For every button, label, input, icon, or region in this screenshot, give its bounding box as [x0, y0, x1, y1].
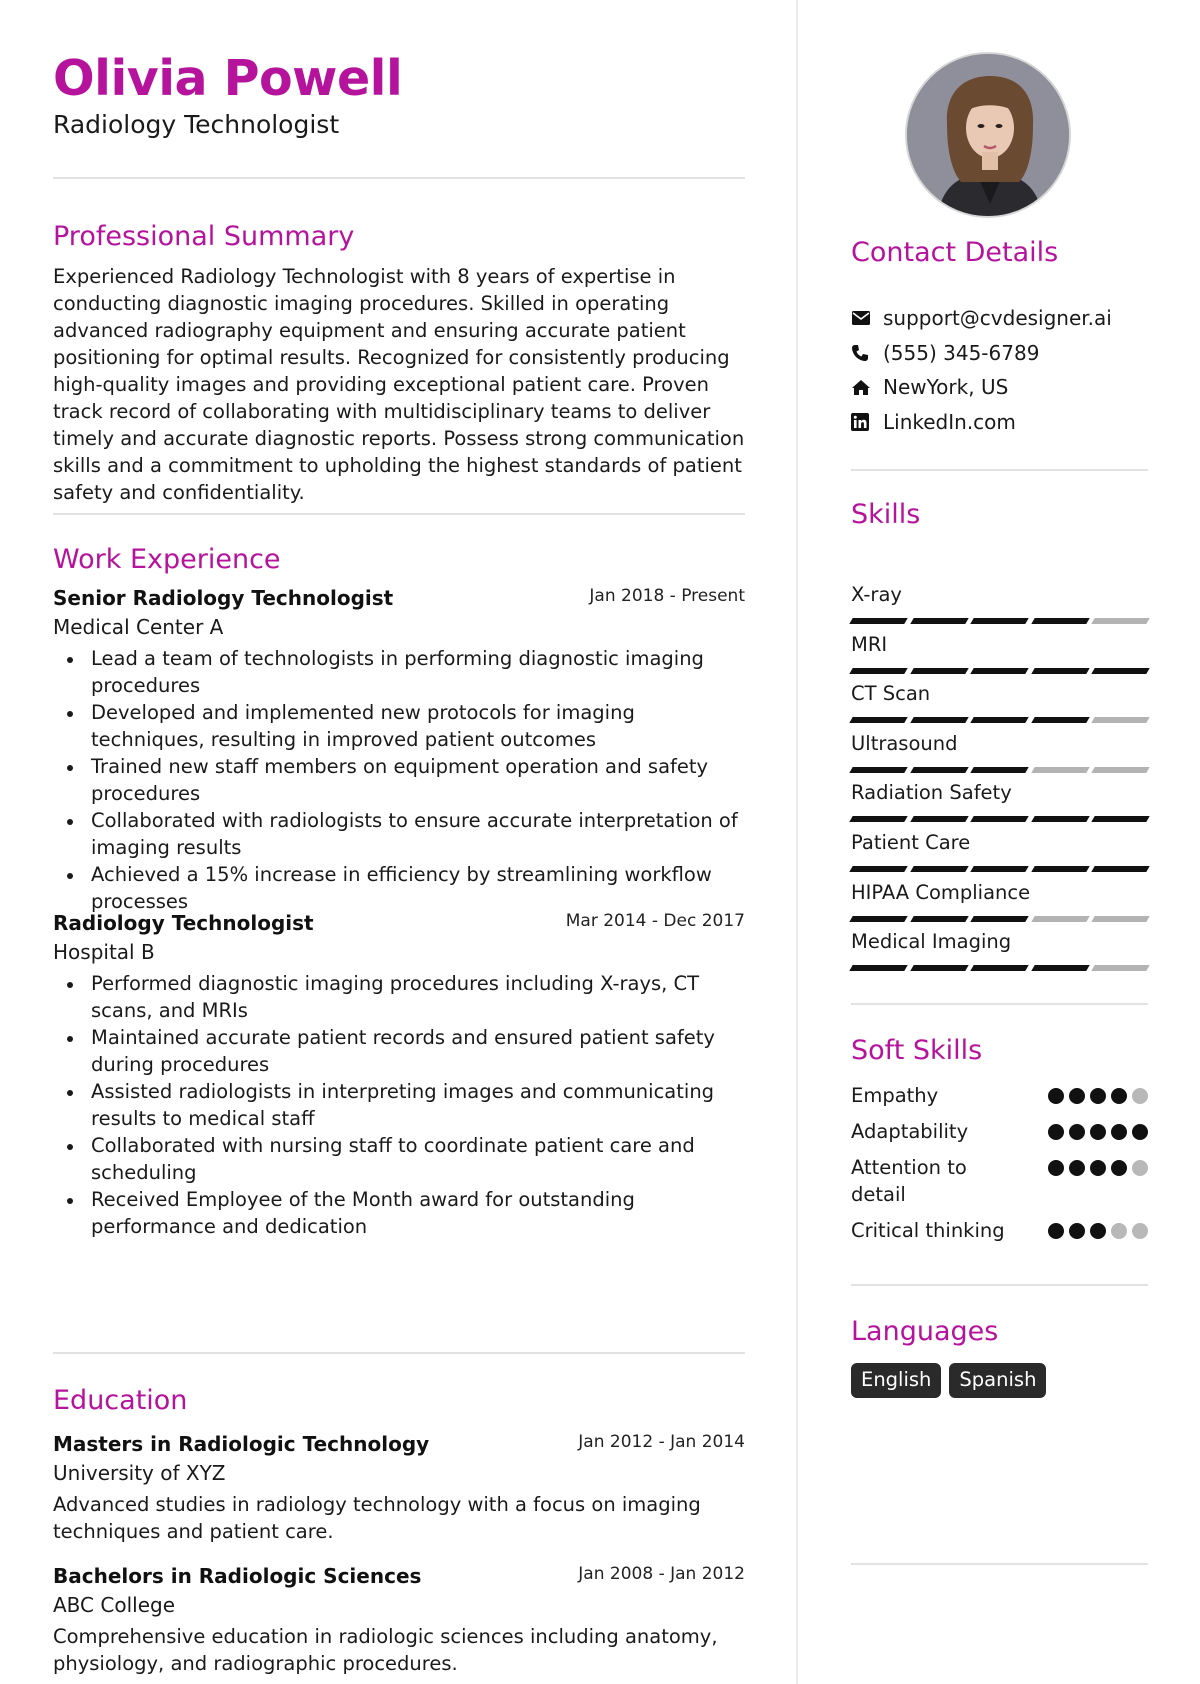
- rating-dot: [1048, 1160, 1064, 1176]
- candidate-role: Radiology Technologist: [53, 110, 340, 139]
- soft-skill-item: [851, 1118, 1148, 1145]
- skill-name: MRI: [851, 632, 888, 656]
- skill-bar-segment: [849, 916, 907, 922]
- column-divider: [796, 0, 798, 1684]
- rating-dot: [1111, 1088, 1127, 1104]
- skill-name: Radiation Safety: [851, 781, 1012, 805]
- home-icon: [851, 375, 883, 399]
- skill-bar-segment: [849, 965, 907, 971]
- avatar: [905, 52, 1071, 218]
- skill-bar: [851, 965, 1148, 971]
- soft-skill-name: Critical thinking: [851, 1219, 1005, 1242]
- soft-skill-rating: [1048, 1223, 1148, 1239]
- skill-bar-segment: [910, 618, 968, 624]
- skill-bar-segment: [849, 717, 907, 723]
- job-entry: [53, 911, 745, 1240]
- skill-bar-segment: [1031, 717, 1089, 723]
- skill-bar-segment: [910, 668, 968, 674]
- bullet-item: Maintained accurate patient records and ensured patient safety during procedures: [53, 1024, 745, 1078]
- summary-text: Experienced Radiology Technologist with 8 years of expertise in conducting diagnostic imaging procedures. Skilled in operating advanced radiography equipment and ensuring accurate patient positioning for optimal results. Recognized for consistently producing high-quality images and providing exceptional patient care. Proven track record of collaborating with multidisciplinary teams to deliver timely and accurate diagnostic reports. Possess strong communication skills and a commitment to upholding the highest standards of patient safety and confidentiality.: [53, 265, 745, 504]
- skill-bar-segment: [910, 717, 968, 723]
- skill-name: Patient Care: [851, 830, 971, 854]
- contact-phone[interactable]: [851, 341, 1148, 376]
- skill-bar: [851, 717, 1148, 723]
- skill-bar-segment: [910, 816, 968, 822]
- rating-dot: [1048, 1223, 1064, 1239]
- job-date: Jan 2018 - Present: [589, 586, 745, 606]
- education-entry: [53, 1564, 745, 1677]
- skill-bar-segment: [1031, 618, 1089, 624]
- rating-dot: [1069, 1223, 1085, 1239]
- contact-linkedin[interactable]: [851, 410, 1148, 445]
- language-tag: Spanish: [949, 1363, 1046, 1398]
- skill-bar-segment: [1092, 767, 1150, 773]
- skill-bar-segment: [1031, 767, 1089, 773]
- divider: [851, 1563, 1148, 1565]
- bullet-item: Developed and implemented new protocols for imaging techniques, resulting in improved patient outcomes: [53, 699, 745, 753]
- skill-name: HIPAA Compliance: [851, 880, 1031, 904]
- envelope-icon: [851, 306, 883, 330]
- skill-bar-segment: [1031, 816, 1089, 822]
- bullet-item: Collaborated with radiologists to ensure accurate interpretation of imaging results: [53, 807, 745, 861]
- education-entry: [53, 1432, 745, 1545]
- job-bullets: [53, 970, 745, 1240]
- contact-linkedin-text: LinkedIn.com: [883, 409, 1016, 434]
- skill-bar-segment: [1092, 717, 1150, 723]
- soft-skill-name: Adaptability: [851, 1120, 969, 1143]
- skills-title: Skills: [851, 499, 921, 530]
- candidate-name: Olivia Powell: [53, 50, 403, 107]
- skill-bar-segment: [849, 866, 907, 872]
- soft-skill-rating: [1048, 1124, 1148, 1140]
- skill-bar-segment: [1092, 816, 1150, 822]
- rating-dot: [1090, 1160, 1106, 1176]
- rating-dot: [1090, 1088, 1106, 1104]
- skill-bar-segment: [970, 916, 1028, 922]
- skill-bar-segment: [970, 866, 1028, 872]
- soft-skills-list: [851, 1082, 1148, 1253]
- contact-list: [851, 306, 1148, 444]
- skill-bar-segment: [970, 816, 1028, 822]
- language-tag: English: [851, 1363, 941, 1398]
- skill-bar: [851, 866, 1148, 872]
- skill-bar-segment: [849, 668, 907, 674]
- contact-location-text: NewYork, US: [883, 375, 1009, 399]
- skill-name: X-ray: [851, 583, 902, 606]
- experience-title: Work Experience: [53, 544, 281, 575]
- skill-bar-segment: [910, 866, 968, 872]
- education-date: Jan 2008 - Jan 2012: [578, 1564, 745, 1584]
- rating-dot: [1111, 1124, 1127, 1140]
- degree-title: Bachelors in Radiologic Sciences: [53, 1564, 422, 1588]
- rating-dot: [1069, 1124, 1085, 1140]
- skill-bar-segment: [1031, 668, 1089, 674]
- skill-bar-segment: [910, 767, 968, 773]
- bullet-item: Performed diagnostic imaging procedures including X-rays, CT scans, and MRIs: [53, 970, 745, 1024]
- divider: [53, 177, 745, 179]
- bullet-item: Lead a team of technologists in performing diagnostic imaging procedures: [53, 645, 745, 699]
- skill-bar-segment: [970, 618, 1028, 624]
- skill-item: [851, 682, 1148, 732]
- bullet-item: Achieved a 15% increase in efficiency by streamlining workflow processes: [53, 861, 745, 915]
- contact-email-text: support@cvdesigner.ai: [883, 306, 1112, 330]
- skill-item: [851, 881, 1148, 931]
- job-org: Hospital B: [53, 940, 155, 964]
- bullet-item: Received Employee of the Month award for outstanding performance and dedication: [53, 1186, 745, 1240]
- job-title: Senior Radiology Technologist: [53, 586, 394, 610]
- job-title: Radiology Technologist: [53, 911, 314, 935]
- job-bullets: [53, 645, 745, 915]
- skill-bar-segment: [970, 965, 1028, 971]
- education-title: Education: [53, 1385, 188, 1416]
- divider: [53, 513, 745, 515]
- rating-dot: [1132, 1160, 1148, 1176]
- school-name: ABC College: [53, 1593, 175, 1617]
- skill-bar-segment: [970, 668, 1028, 674]
- divider: [851, 1003, 1148, 1005]
- rating-dot: [1069, 1088, 1085, 1104]
- phone-icon: [851, 341, 883, 365]
- skill-bar: [851, 916, 1148, 922]
- skill-bar-segment: [970, 767, 1028, 773]
- skill-bar: [851, 767, 1148, 773]
- skill-bar-segment: [1092, 668, 1150, 674]
- school-name: University of XYZ: [53, 1461, 226, 1485]
- job-date: Mar 2014 - Dec 2017: [565, 911, 745, 931]
- rating-dot: [1111, 1223, 1127, 1239]
- education-desc: Advanced studies in radiology technology with a focus on imaging techniques and patient care.: [53, 1493, 701, 1543]
- bullet-item: Trained new staff members on equipment operation and safety procedures: [53, 753, 745, 807]
- soft-skill-item: [851, 1154, 1148, 1208]
- rating-dot: [1132, 1223, 1148, 1239]
- soft-skills-title: Soft Skills: [851, 1035, 983, 1066]
- skill-item: [851, 633, 1148, 683]
- job-entry: [53, 586, 745, 915]
- rating-dot: [1069, 1160, 1085, 1176]
- skill-bar-segment: [910, 965, 968, 971]
- skill-bar-segment: [970, 717, 1028, 723]
- education-desc: Comprehensive education in radiologic sciences including anatomy, physiology, and radiographic procedures.: [53, 1625, 718, 1675]
- degree-title: Masters in Radiologic Technology: [53, 1432, 430, 1456]
- divider: [851, 469, 1148, 471]
- soft-skill-rating: [1048, 1160, 1148, 1176]
- skill-bar-segment: [1092, 618, 1150, 624]
- skill-bar-segment: [910, 916, 968, 922]
- education-date: Jan 2012 - Jan 2014: [578, 1432, 745, 1452]
- skill-item: [851, 732, 1148, 782]
- skill-bar-segment: [1031, 866, 1089, 872]
- languages-title: Languages: [851, 1316, 999, 1347]
- divider: [851, 1284, 1148, 1286]
- skill-bar-segment: [1092, 965, 1150, 971]
- soft-skill-item: [851, 1082, 1148, 1109]
- rating-dot: [1132, 1088, 1148, 1104]
- skill-bar-segment: [1092, 866, 1150, 872]
- skill-bar-segment: [849, 767, 907, 773]
- contact-location: [851, 375, 1148, 410]
- skill-item: [851, 930, 1148, 980]
- contact-email[interactable]: [851, 306, 1148, 341]
- soft-skill-name: Empathy: [851, 1084, 939, 1107]
- skill-bar: [851, 618, 1148, 624]
- skill-bar: [851, 668, 1148, 674]
- contact-phone-text: (555) 345-6789: [883, 340, 1040, 365]
- soft-skill-name: Attention to detail: [851, 1156, 967, 1206]
- skill-bar-segment: [1031, 916, 1089, 922]
- skill-name: CT Scan: [851, 682, 931, 706]
- rating-dot: [1111, 1160, 1127, 1176]
- skill-item: [851, 781, 1148, 831]
- skill-name: Medical Imaging: [851, 930, 1012, 954]
- skill-bar-segment: [1092, 916, 1150, 922]
- rating-dot: [1048, 1124, 1064, 1140]
- skill-item: [851, 583, 1148, 633]
- rating-dot: [1090, 1223, 1106, 1239]
- skill-name: Ultrasound: [851, 731, 958, 755]
- linkedin-icon: [851, 410, 883, 434]
- contact-title: Contact Details: [851, 237, 1059, 268]
- rating-dot: [1048, 1088, 1064, 1104]
- soft-skill-item: [851, 1217, 1148, 1244]
- summary-title: Professional Summary: [53, 221, 355, 252]
- skill-bar-segment: [849, 618, 907, 624]
- job-org: Medical Center A: [53, 615, 224, 639]
- skill-item: [851, 831, 1148, 881]
- divider: [53, 1352, 745, 1354]
- rating-dot: [1090, 1124, 1106, 1140]
- avatar-portrait: [907, 54, 1071, 218]
- skill-bar: [851, 816, 1148, 822]
- languages-list: [851, 1363, 1046, 1398]
- rating-dot: [1132, 1124, 1148, 1140]
- bullet-item: Collaborated with nursing staff to coordinate patient care and scheduling: [53, 1132, 745, 1186]
- skill-bar-segment: [849, 816, 907, 822]
- bullet-item: Assisted radiologists in interpreting images and communicating results to medical staff: [53, 1078, 745, 1132]
- skills-list: [851, 583, 1148, 980]
- soft-skill-rating: [1048, 1088, 1148, 1104]
- skill-bar-segment: [1031, 965, 1089, 971]
